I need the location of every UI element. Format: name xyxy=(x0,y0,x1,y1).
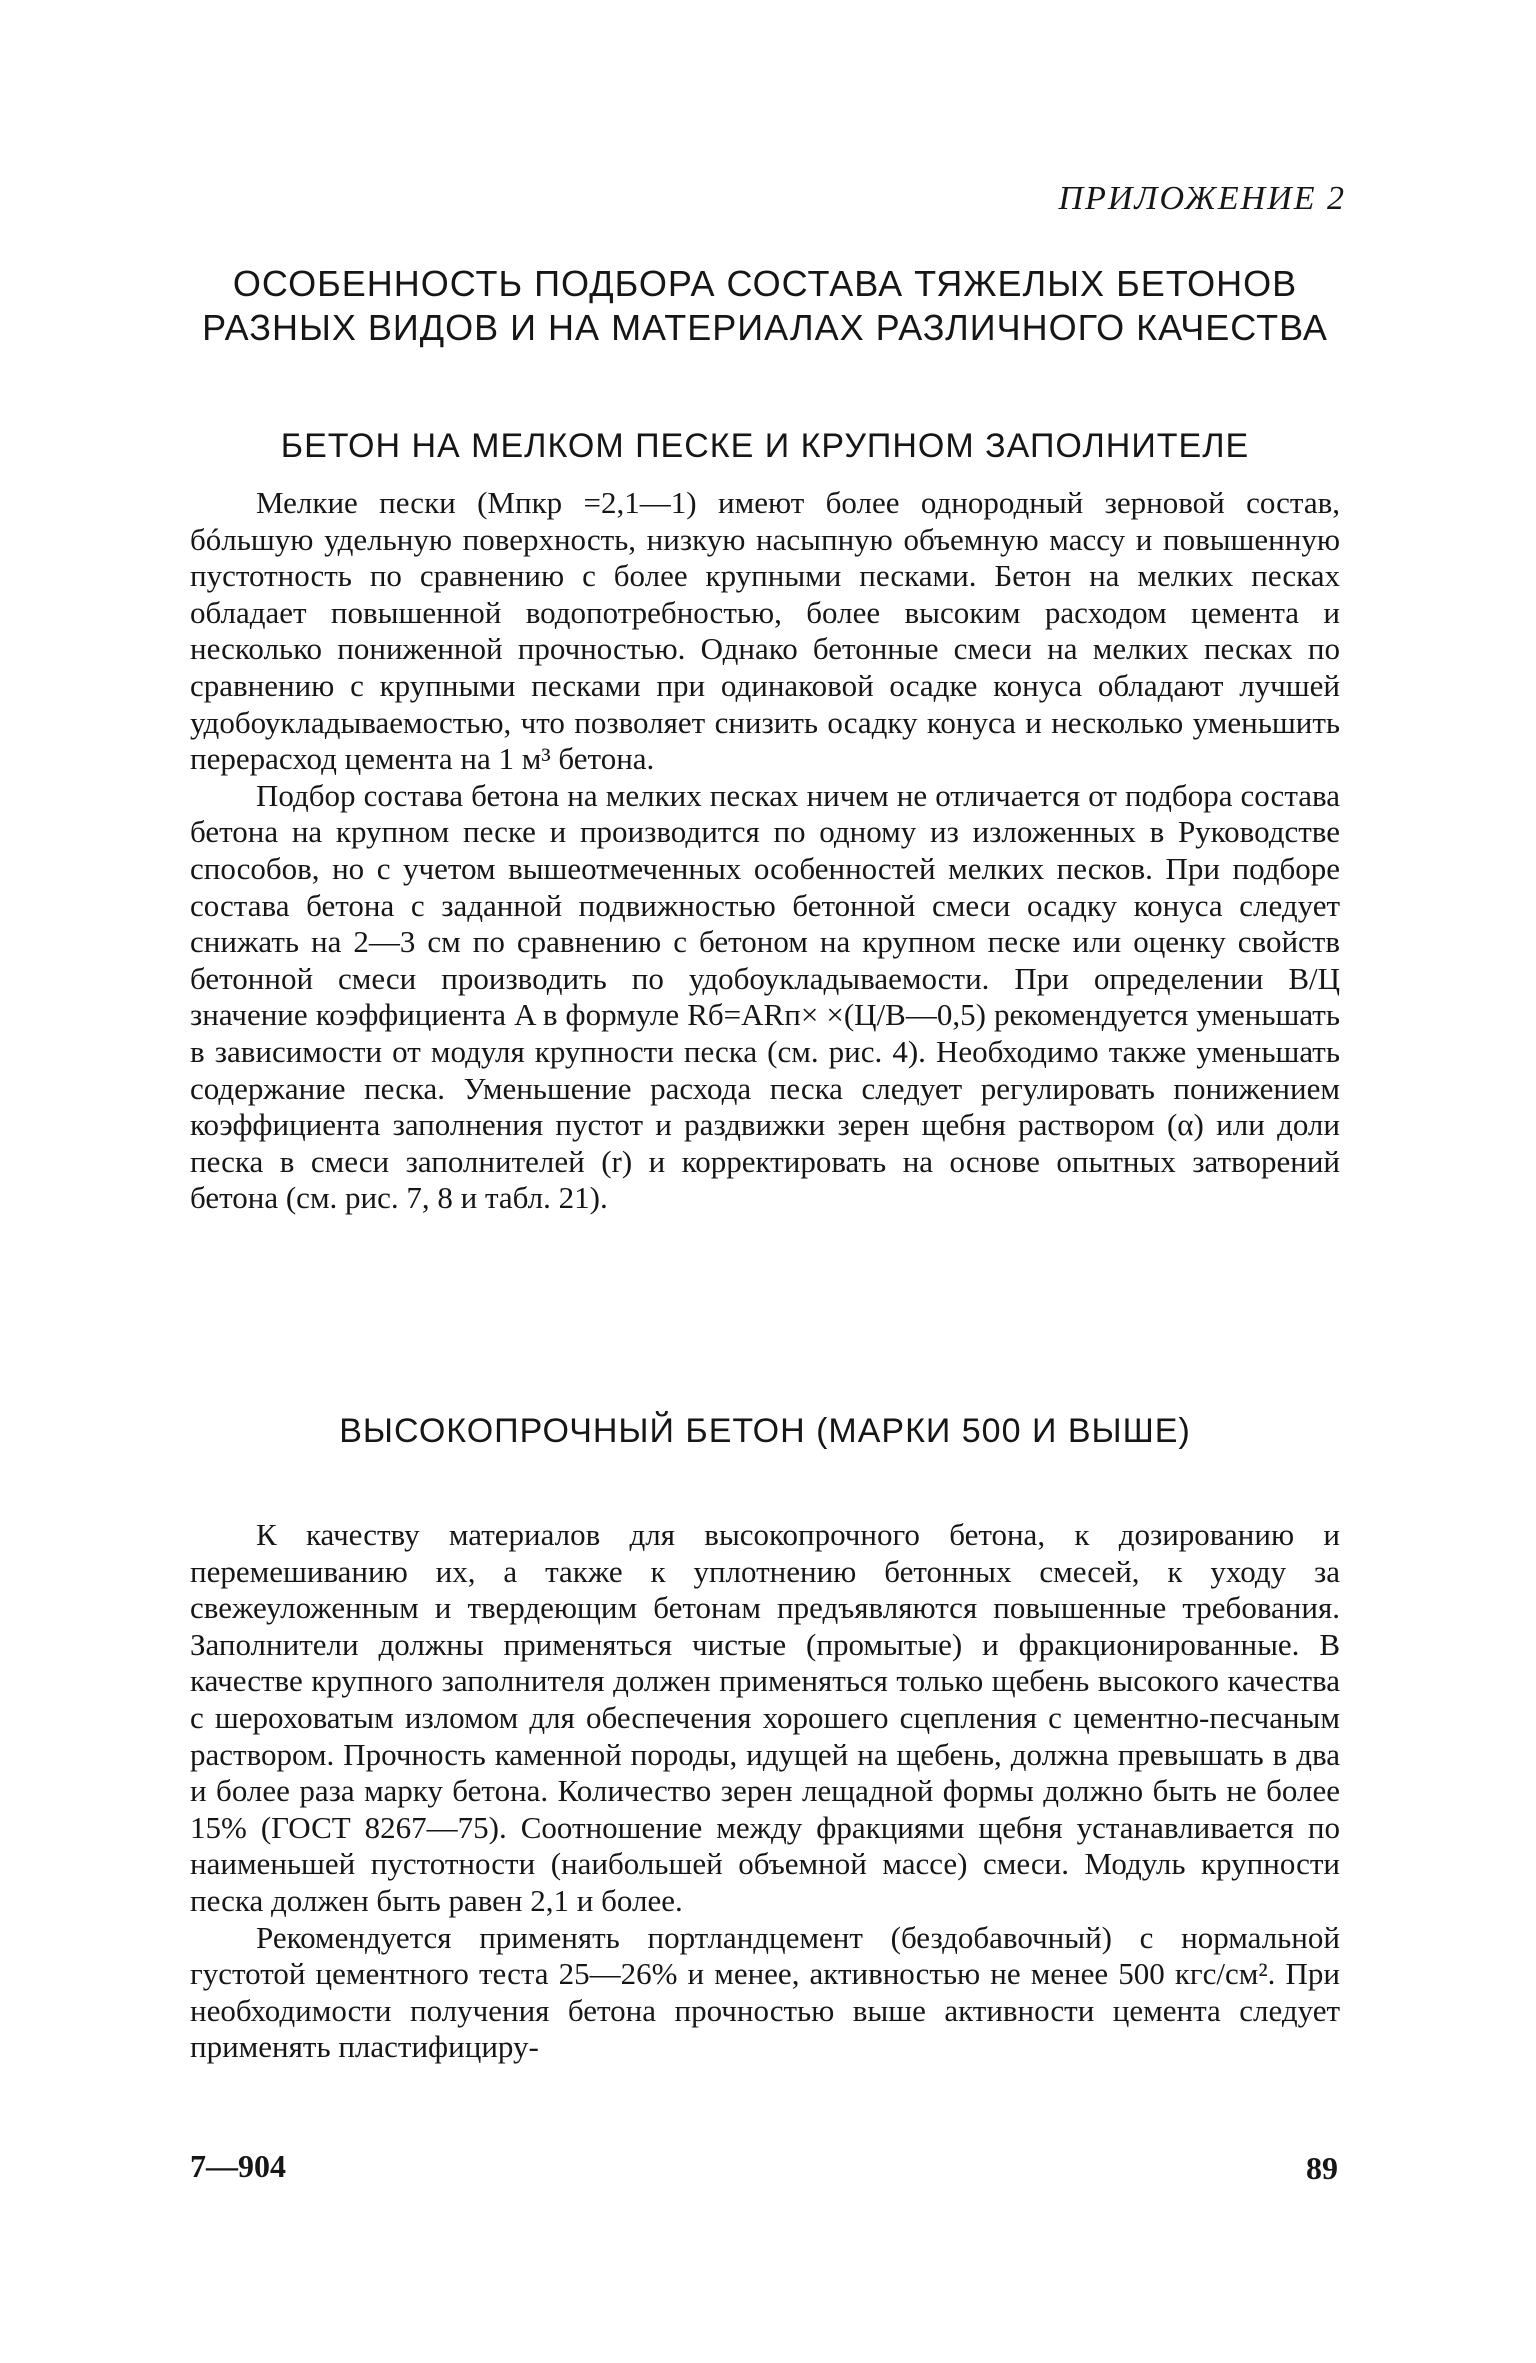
section-heading-high-strength: ВЫСОКОПРОЧНЫЙ БЕТОН (МАРКИ 500 И ВЫШЕ) xyxy=(339,1412,1191,1450)
printer-signature: 7—904 xyxy=(190,2148,286,2184)
section-body-fine-sand xyxy=(190,485,1340,1217)
paragraph: Подбор состава бетона на мелких песках ничем не отличается от подбора состава бетона на крупном песке и производится по одному из изложенных в Руководстве способов, но с учетом вышеотмеченных особенностей мелких песков. При подборе состава бетона с заданной подвижностью бетонной смеси осадку конуса следует снижать на 2—3 см по сравнению с бетоном на крупном песке или оценку свойств бетонной смеси производить по удобоукладываемости. При определении В/Ц значение коэффициента A в формуле Rб=ARп× ×(Ц/В—0,5) рекомендуется уменьшать в зависимости от модуля крупности песка (см. рис. 4). Необходимо также уменьшать содержание песка. Уменьшение расхода песка следует регулировать понижением коэффициента заполнения пустот и раздвижки зерен щебня раствором (α) или доли песка в смеси заполнителей (r) и корректировать на основе опытных затворений бетона (см. рис. 7, 8 и табл. 21). xyxy=(190,777,1340,1216)
page-number: 89 xyxy=(1306,2150,1338,2186)
section-heading-fine-sand: БЕТОН НА МЕЛКОМ ПЕСКЕ И КРУПНОМ ЗАПОЛНИТЕЛЕ xyxy=(280,427,1250,465)
appendix-label: ПРИЛОЖЕНИЕ 2 xyxy=(1058,180,1346,217)
paragraph: К качеству материалов для высокопрочного бетона, к дозированию и перемешиванию их, а также к уплотнению бетонных смесей, к уходу за свежеуложенным и твердеющим бетонам предъявляются повышенные требования. Заполнители должны применяться чистые (промытые) и фракционированные. В качестве крупного заполнителя должен применяться только щебень высокого качества с шероховатым изломом для обеспечения хорошего сцепления с цементно-песчаным раствором. Прочность каменной породы, идущей на щебень, должна превышать в два и более раза марку бетона. Количество зерен лещадной формы должно быть не более 15% (ГОСТ 8267—75). Соотношение между фракциями щебня устанавливается по наименьшей пустотности (наибольшей объемной массе) смеси. Модуль крупности песка должен быть равен 2,1 и более. xyxy=(190,1517,1340,1918)
document-title: ОСОБЕННОСТЬ ПОДБОРА СОСТАВА ТЯЖЕЛЫХ БЕТОНОВ РАЗНЫХ ВИДОВ И НА МАТЕРИАЛАХ РАЗЛИЧНОГО КАЧЕСТВА xyxy=(202,263,1328,348)
paragraph: Мелкие пески (Mпкр =2,1—1) имеют более однородный зерновой состав, бóльшую удельную поверхность, низкую насыпную объемную массу и повышенную пустотность по сравнению с более крупными песками. Бетон на мелких песках обладает повышенной водопотребностью, более высоким расходом цемента и несколько пониженной прочностью. Однако бетонные смеси на мелких песках по сравнению с крупными песками при одинаковой осадке конуса обладают лучшей удобоукладываемостью, что позволяет снизить осадку конуса и несколько уменьшить перерасход цемента на 1 м³ бетона. xyxy=(190,485,1340,777)
paragraph: Рекомендуется применять портландцемент (бездобавочный) с нормальной густотой цементного теста 25—26% и менее, активностью не менее 500 кгс/см². При необходимости получения бетона прочностью выше активности цемента следует применять пластифициру- xyxy=(190,1919,1340,2065)
section-body-high-strength xyxy=(190,1517,1340,2066)
